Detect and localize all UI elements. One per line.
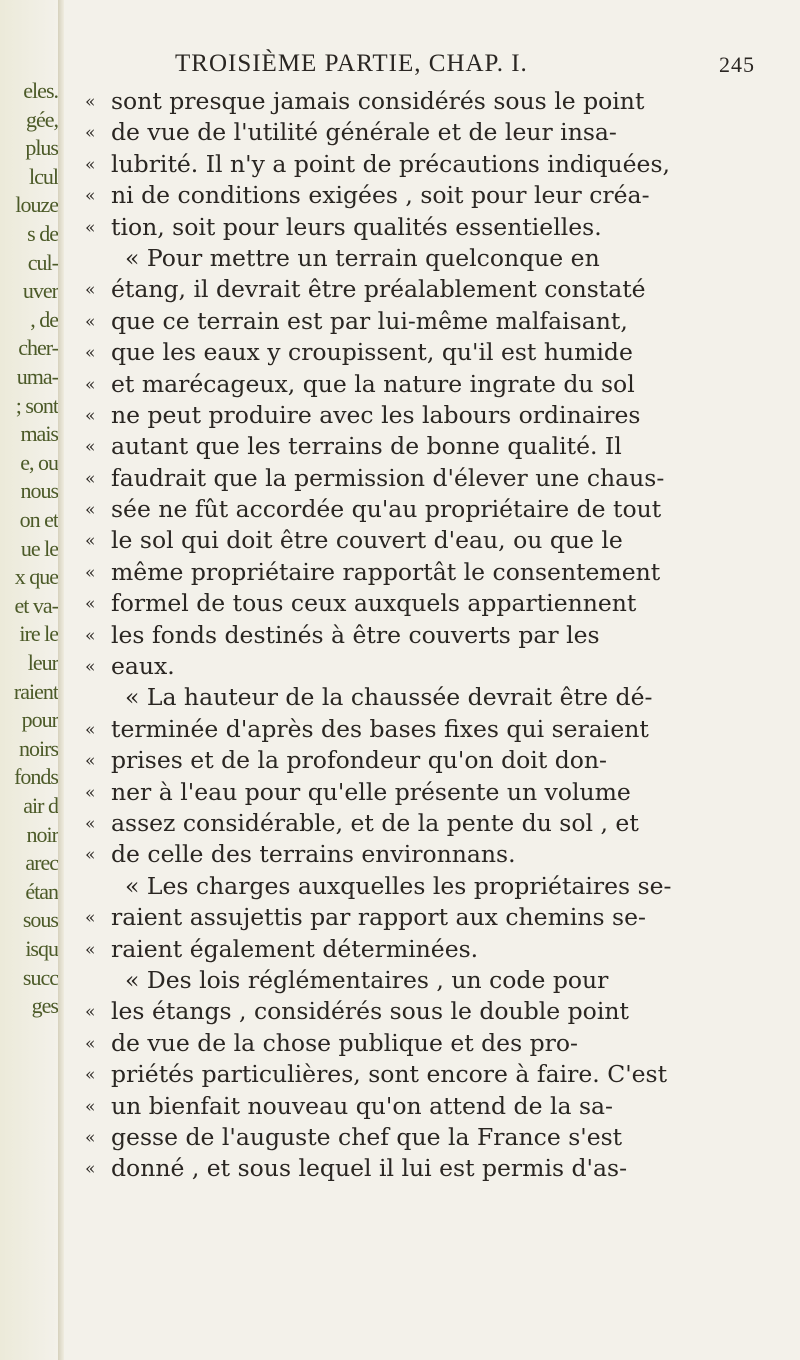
quote-mark: « [85, 813, 96, 834]
text-line [85, 902, 775, 933]
text-line [85, 243, 775, 274]
text-line [85, 1059, 775, 1090]
margin-bleed-fragment: fonds [14, 764, 58, 790]
margin-bleed-fragment: raient [13, 678, 58, 704]
line-text: lubrité. Il n'y a point de précautions indiquées, [111, 149, 670, 178]
text-line [85, 494, 775, 525]
margin-bleed-fragment: on et [19, 507, 58, 532]
margin-bleed-fragment: nous [20, 478, 58, 504]
page-gutter [58, 0, 64, 1360]
quote-mark: « [85, 405, 96, 426]
margin-bleed-fragment: noirs [19, 735, 58, 761]
margin-bleed-fragment: sous [22, 907, 58, 933]
line-text: de vue de la chose publique et des pro- [111, 1028, 578, 1057]
text-line [85, 1028, 775, 1059]
margin-bleed-fragment: et va- [14, 592, 58, 618]
quote-mark: « [85, 751, 96, 772]
margin-bleed-fragment: e, ou [20, 449, 58, 475]
margin-bleed-fragment: ; sont [15, 392, 58, 418]
text-line [85, 180, 775, 211]
quote-mark: « [85, 562, 96, 583]
line-text: sée ne fût accordée qu'au propriétaire de tout [111, 495, 662, 524]
quote-mark: « [85, 1159, 96, 1180]
text-line [85, 431, 775, 462]
text-line [85, 996, 775, 1027]
body-text [85, 86, 775, 1185]
margin-bleed-fragment: air d [23, 793, 58, 818]
quote-mark: « [85, 280, 96, 301]
line-text: autant que les terrains de bonne qualité. Il [111, 432, 622, 461]
text-line [85, 651, 775, 682]
quote-mark: « [85, 908, 96, 929]
margin-bleed-fragment: noir [26, 821, 58, 847]
margin-bleed-fragment: leur [27, 650, 58, 675]
line-text: terminée d'après des bases fixes qui seraient [111, 714, 649, 743]
quote-mark: « [85, 1002, 96, 1023]
line-text: même propriétaire rapportât le consentement [111, 557, 661, 586]
line-text: « Pour mettre un terrain quelconque en [125, 243, 600, 272]
quote-mark: « [85, 343, 96, 364]
quote-mark: « [85, 657, 96, 678]
text-line [85, 400, 775, 431]
quote-mark: « [85, 374, 96, 395]
text-line [85, 745, 775, 776]
text-line [85, 839, 775, 870]
line-text: priétés particulières, sont encore à faire. C'est [111, 1060, 668, 1089]
line-text: étang, il devrait être préalablement constaté [111, 275, 646, 304]
margin-bleed-fragment: cul- [27, 249, 58, 275]
quote-mark: « [85, 719, 96, 740]
quote-mark: « [85, 123, 96, 144]
text-line [85, 682, 775, 713]
text-line [85, 777, 775, 808]
text-line [85, 86, 775, 117]
line-text: « Les charges auxquelles les propriétaires se- [125, 871, 672, 900]
line-text: que les eaux y croupissent, qu'il est humide [111, 338, 633, 367]
text-line [85, 306, 775, 337]
text-line [85, 149, 775, 180]
quote-mark: « [85, 500, 96, 521]
line-text: le sol qui doit être couvert d'eau, ou que le [111, 526, 623, 555]
margin-bleed-fragment: eles. [23, 78, 58, 103]
line-text: « Des lois réglémentaires , un code pour [125, 965, 609, 994]
text-line [85, 369, 775, 400]
line-text: tion, soit pour leurs qualités essentielles. [111, 212, 602, 241]
quote-mark: « [85, 1127, 96, 1148]
line-text: un bienfait nouveau qu'on attend de la sa- [111, 1091, 613, 1120]
line-text: assez considérable, et de la pente du sol , et [111, 808, 639, 837]
page-number: 245 [719, 52, 755, 77]
text-line [85, 212, 775, 243]
line-text: ner à l'eau pour qu'elle présente un volume [111, 777, 631, 806]
margin-bleed-fragment: lcul [29, 163, 58, 189]
line-text: ne peut produire avec les labours ordinaires [111, 400, 641, 429]
text-line [85, 965, 775, 996]
text-line [85, 274, 775, 305]
quote-mark: « [85, 1065, 96, 1086]
quote-mark: « [85, 311, 96, 332]
line-text: eaux. [111, 652, 175, 681]
line-text: faudrait que la permission d'élever une chaus- [111, 463, 665, 492]
margin-bleed-fragment: étan [25, 878, 58, 904]
line-text: sont presque jamais considérés sous le point [111, 87, 645, 115]
margin-bleed-fragment: isqu [25, 936, 58, 961]
quote-mark: « [85, 217, 96, 238]
text-line [85, 463, 775, 494]
margin-bleed-fragment: ire le [19, 621, 58, 647]
line-text: de vue de l'utilité générale et de leur insa- [111, 118, 617, 147]
line-text: raient assujettis par rapport aux chemins se- [111, 903, 646, 932]
quote-mark: « [85, 1033, 96, 1054]
margin-bleed-fragment: uma- [16, 364, 58, 389]
facing-page-bleed [0, 0, 58, 1360]
quote-mark: « [85, 154, 96, 175]
margin-bleed-fragment: gée, [25, 106, 58, 132]
margin-bleed-fragment: ue le [20, 535, 58, 561]
margin-bleed-fragment: pour [21, 707, 58, 733]
text-line [85, 337, 775, 368]
quote-mark: « [85, 782, 96, 803]
line-text: donné , et sous lequel il lui est permis d'as- [111, 1154, 628, 1183]
quote-mark: « [85, 594, 96, 615]
quote-mark: « [85, 92, 96, 112]
quote-mark: « [85, 468, 96, 489]
margin-bleed-fragment: cher- [18, 335, 58, 361]
line-text: et marécageux, que la nature ingrate du sol [111, 369, 635, 398]
line-text: que ce terrain est par lui-même malfaisant, [111, 306, 628, 335]
text-line [85, 588, 775, 619]
text-line [85, 557, 775, 588]
quote-mark: « [85, 531, 96, 552]
line-text: les fonds destinés à être couverts par les [111, 620, 600, 649]
line-text: ni de conditions exigées , soit pour leur créa- [111, 181, 650, 210]
line-text: formel de tous ceux auxquels appartiennent [111, 589, 637, 618]
line-text: les étangs , considérés sous le double point [111, 997, 629, 1026]
margin-bleed-fragment: x que [14, 564, 58, 590]
line-text: gesse de l'auguste chef que la France s'est [111, 1122, 623, 1151]
margin-bleed-fragment: uver [22, 278, 58, 304]
quote-mark: « [85, 625, 96, 646]
margin-bleed-fragment: , de [30, 306, 58, 332]
running-head [175, 50, 755, 84]
text-line [85, 714, 775, 745]
margin-bleed-fragment: ges [31, 993, 58, 1019]
margin-bleed-fragment: mais [20, 421, 58, 447]
line-text: de celle des terrains environnans. [111, 840, 516, 869]
text-line [85, 871, 775, 902]
line-text: « La hauteur de la chaussée devrait être dé- [125, 683, 653, 712]
text-line [85, 525, 775, 556]
quote-mark: « [85, 186, 96, 207]
margin-bleed-fragment: plus [25, 135, 58, 161]
quote-mark: « [85, 1096, 96, 1117]
quote-mark: « [85, 437, 96, 458]
margin-bleed-fragment: louze [15, 192, 58, 218]
text-line [85, 117, 775, 148]
text-line [85, 934, 775, 965]
text-line [85, 808, 775, 839]
quote-mark: « [85, 845, 96, 866]
margin-bleed-fragment: arec [25, 850, 58, 876]
quote-mark: « [85, 939, 96, 960]
margin-bleed-fragment: s de [27, 221, 58, 246]
chapter-title: TROISIÈME PARTIE, CHAP. I. [175, 50, 528, 77]
text-line [85, 1122, 775, 1153]
margin-bleed-fragment: succ [22, 964, 58, 990]
line-text: raient également déterminées. [111, 934, 479, 963]
text-line [85, 1091, 775, 1122]
line-text: prises et de la profondeur qu'on doit don- [111, 746, 608, 775]
text-line [85, 1153, 775, 1184]
text-line [85, 620, 775, 651]
